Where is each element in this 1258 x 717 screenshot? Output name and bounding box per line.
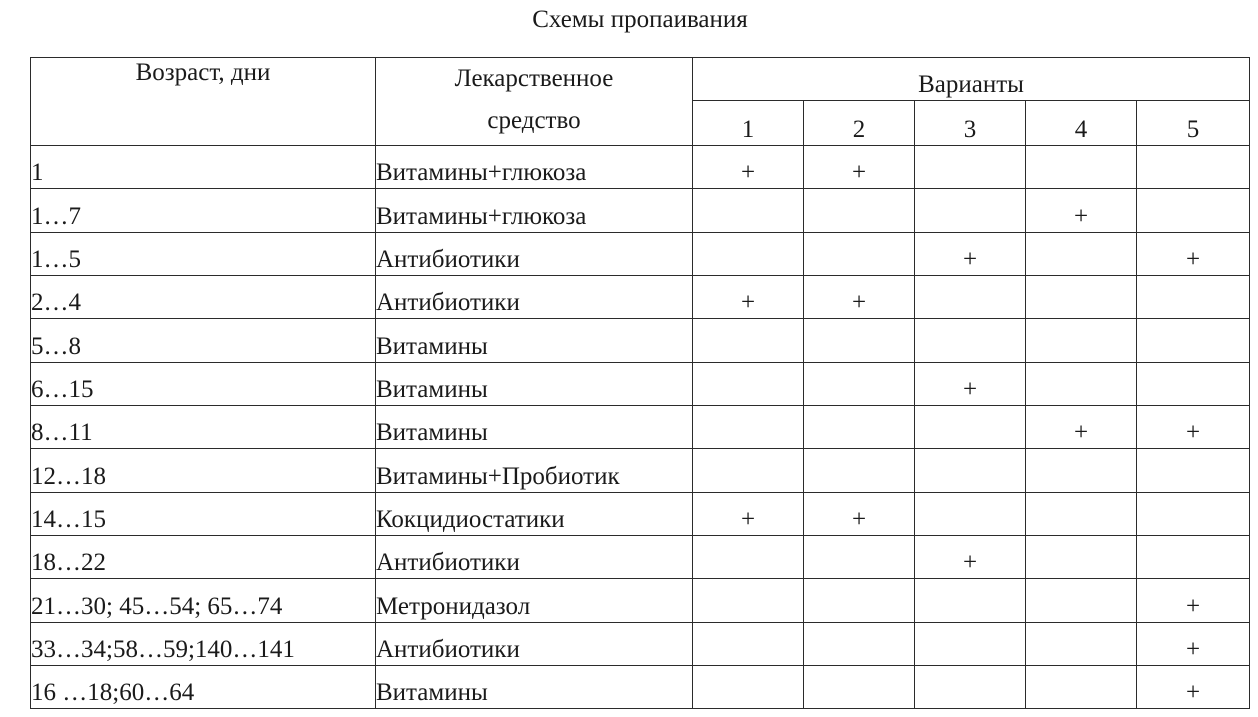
drug-cell: Витамины+Пробиотик bbox=[376, 449, 693, 492]
variant-5-cell bbox=[1137, 146, 1250, 189]
variants-header: Варианты bbox=[693, 58, 1250, 101]
variant-2-cell bbox=[804, 319, 915, 362]
drug-cell: Витамины bbox=[376, 406, 693, 449]
table-row bbox=[31, 666, 1250, 709]
variant-3-cell bbox=[915, 579, 1026, 622]
header-row bbox=[31, 58, 1250, 101]
variant-number: 5 bbox=[1137, 101, 1250, 146]
variant-3-cell bbox=[915, 666, 1026, 709]
variant-number: 3 bbox=[915, 101, 1026, 146]
variant-1-cell bbox=[693, 666, 804, 709]
page-title: Схемы пропаивания bbox=[532, 6, 748, 33]
drug-cell: Антибиотики bbox=[376, 276, 693, 319]
variant-4-cell bbox=[1026, 276, 1137, 319]
variant-5-cell bbox=[1137, 536, 1250, 579]
variant-3-cell: + bbox=[915, 536, 1026, 579]
variant-3-cell: + bbox=[915, 232, 1026, 275]
variant-5-cell bbox=[1137, 362, 1250, 405]
variant-1-cell: + bbox=[693, 492, 804, 535]
variant-3-cell bbox=[915, 406, 1026, 449]
drinking-schemes-table bbox=[30, 57, 1250, 709]
variant-2-cell bbox=[804, 232, 915, 275]
drug-cell: Витамины+глюкоза bbox=[376, 189, 693, 232]
variant-2-cell: + bbox=[804, 492, 915, 535]
age-cell: 1…7 bbox=[31, 189, 376, 232]
variant-3-cell bbox=[915, 189, 1026, 232]
variant-1-cell bbox=[693, 579, 804, 622]
variant-4-cell bbox=[1026, 232, 1137, 275]
drug-cell: Антибиотики bbox=[376, 622, 693, 665]
age-cell: 5…8 bbox=[31, 319, 376, 362]
variant-5-cell bbox=[1137, 319, 1250, 362]
age-cell: 8…11 bbox=[31, 406, 376, 449]
variant-1-cell bbox=[693, 362, 804, 405]
variant-3-cell bbox=[915, 319, 1026, 362]
variant-5-cell: + bbox=[1137, 406, 1250, 449]
age-cell: 12…18 bbox=[31, 449, 376, 492]
table-row bbox=[31, 362, 1250, 405]
table-body bbox=[31, 146, 1250, 709]
table-row bbox=[31, 189, 1250, 232]
variant-5-cell: + bbox=[1137, 232, 1250, 275]
variant-2-cell bbox=[804, 362, 915, 405]
variant-1-cell bbox=[693, 406, 804, 449]
drug-cell: Метронидазол bbox=[376, 579, 693, 622]
table-row bbox=[31, 579, 1250, 622]
drug-cell: Витамины+глюкоза bbox=[376, 146, 693, 189]
drug-cell: Витамины bbox=[376, 666, 693, 709]
variant-1-cell bbox=[693, 449, 804, 492]
drug-cell: Витамины bbox=[376, 362, 693, 405]
variant-5-cell bbox=[1137, 449, 1250, 492]
age-column-header: Возраст, дни bbox=[31, 58, 376, 146]
drug-header-line2: средство bbox=[487, 107, 581, 134]
variant-5-cell bbox=[1137, 276, 1250, 319]
variant-4-cell bbox=[1026, 319, 1137, 362]
variant-number: 2 bbox=[804, 101, 915, 146]
variant-5-cell: + bbox=[1137, 622, 1250, 665]
variant-2-cell: + bbox=[804, 146, 915, 189]
variant-1-cell bbox=[693, 622, 804, 665]
variant-4-cell: + bbox=[1026, 189, 1137, 232]
variant-3-cell bbox=[915, 622, 1026, 665]
variant-1-cell: + bbox=[693, 276, 804, 319]
drug-cell: Антибиотики bbox=[376, 232, 693, 275]
table-row bbox=[31, 319, 1250, 362]
variant-1-cell bbox=[693, 232, 804, 275]
table-row bbox=[31, 146, 1250, 189]
variant-4-cell bbox=[1026, 622, 1137, 665]
age-cell: 18…22 bbox=[31, 536, 376, 579]
variant-4-cell: + bbox=[1026, 406, 1137, 449]
variant-4-cell bbox=[1026, 449, 1137, 492]
variant-4-cell bbox=[1026, 146, 1137, 189]
drug-cell: Кокцидиостатики bbox=[376, 492, 693, 535]
age-cell: 1 bbox=[31, 146, 376, 189]
variant-5-cell bbox=[1137, 189, 1250, 232]
variant-4-cell bbox=[1026, 362, 1137, 405]
age-cell: 1…5 bbox=[31, 232, 376, 275]
variant-5-cell: + bbox=[1137, 666, 1250, 709]
variant-1-cell bbox=[693, 319, 804, 362]
variant-2-cell bbox=[804, 536, 915, 579]
variant-2-cell bbox=[804, 622, 915, 665]
variant-number: 4 bbox=[1026, 101, 1137, 146]
variant-3-cell bbox=[915, 146, 1026, 189]
table-row bbox=[31, 622, 1250, 665]
variant-3-cell bbox=[915, 449, 1026, 492]
variant-4-cell bbox=[1026, 579, 1137, 622]
drug-column-header bbox=[376, 58, 693, 146]
table-row bbox=[31, 276, 1250, 319]
variant-3-cell bbox=[915, 492, 1026, 535]
table-row bbox=[31, 536, 1250, 579]
variant-3-cell bbox=[915, 276, 1026, 319]
table-row bbox=[31, 449, 1250, 492]
variant-number: 1 bbox=[693, 101, 804, 146]
drug-cell: Антибиотики bbox=[376, 536, 693, 579]
table-row bbox=[31, 232, 1250, 275]
age-cell: 16 …18;60…64 bbox=[31, 666, 376, 709]
variant-2-cell bbox=[804, 189, 915, 232]
drug-cell: Витамины bbox=[376, 319, 693, 362]
table-row bbox=[31, 406, 1250, 449]
variant-4-cell bbox=[1026, 492, 1137, 535]
variant-3-cell: + bbox=[915, 362, 1026, 405]
age-cell: 6…15 bbox=[31, 362, 376, 405]
variant-4-cell bbox=[1026, 536, 1137, 579]
variant-1-cell: + bbox=[693, 146, 804, 189]
drug-header-line1: Лекарственное bbox=[454, 65, 614, 92]
variant-2-cell bbox=[804, 579, 915, 622]
variant-1-cell bbox=[693, 536, 804, 579]
variant-5-cell: + bbox=[1137, 579, 1250, 622]
age-cell: 14…15 bbox=[31, 492, 376, 535]
variant-2-cell bbox=[804, 449, 915, 492]
variant-2-cell: + bbox=[804, 276, 915, 319]
table-row bbox=[31, 492, 1250, 535]
variant-4-cell bbox=[1026, 666, 1137, 709]
variant-1-cell bbox=[693, 189, 804, 232]
variant-5-cell bbox=[1137, 492, 1250, 535]
variant-2-cell bbox=[804, 406, 915, 449]
age-cell: 21…30; 45…54; 65…74 bbox=[31, 579, 376, 622]
age-cell: 2…4 bbox=[31, 276, 376, 319]
age-cell: 33…34;58…59;140…141 bbox=[31, 622, 376, 665]
variant-2-cell bbox=[804, 666, 915, 709]
